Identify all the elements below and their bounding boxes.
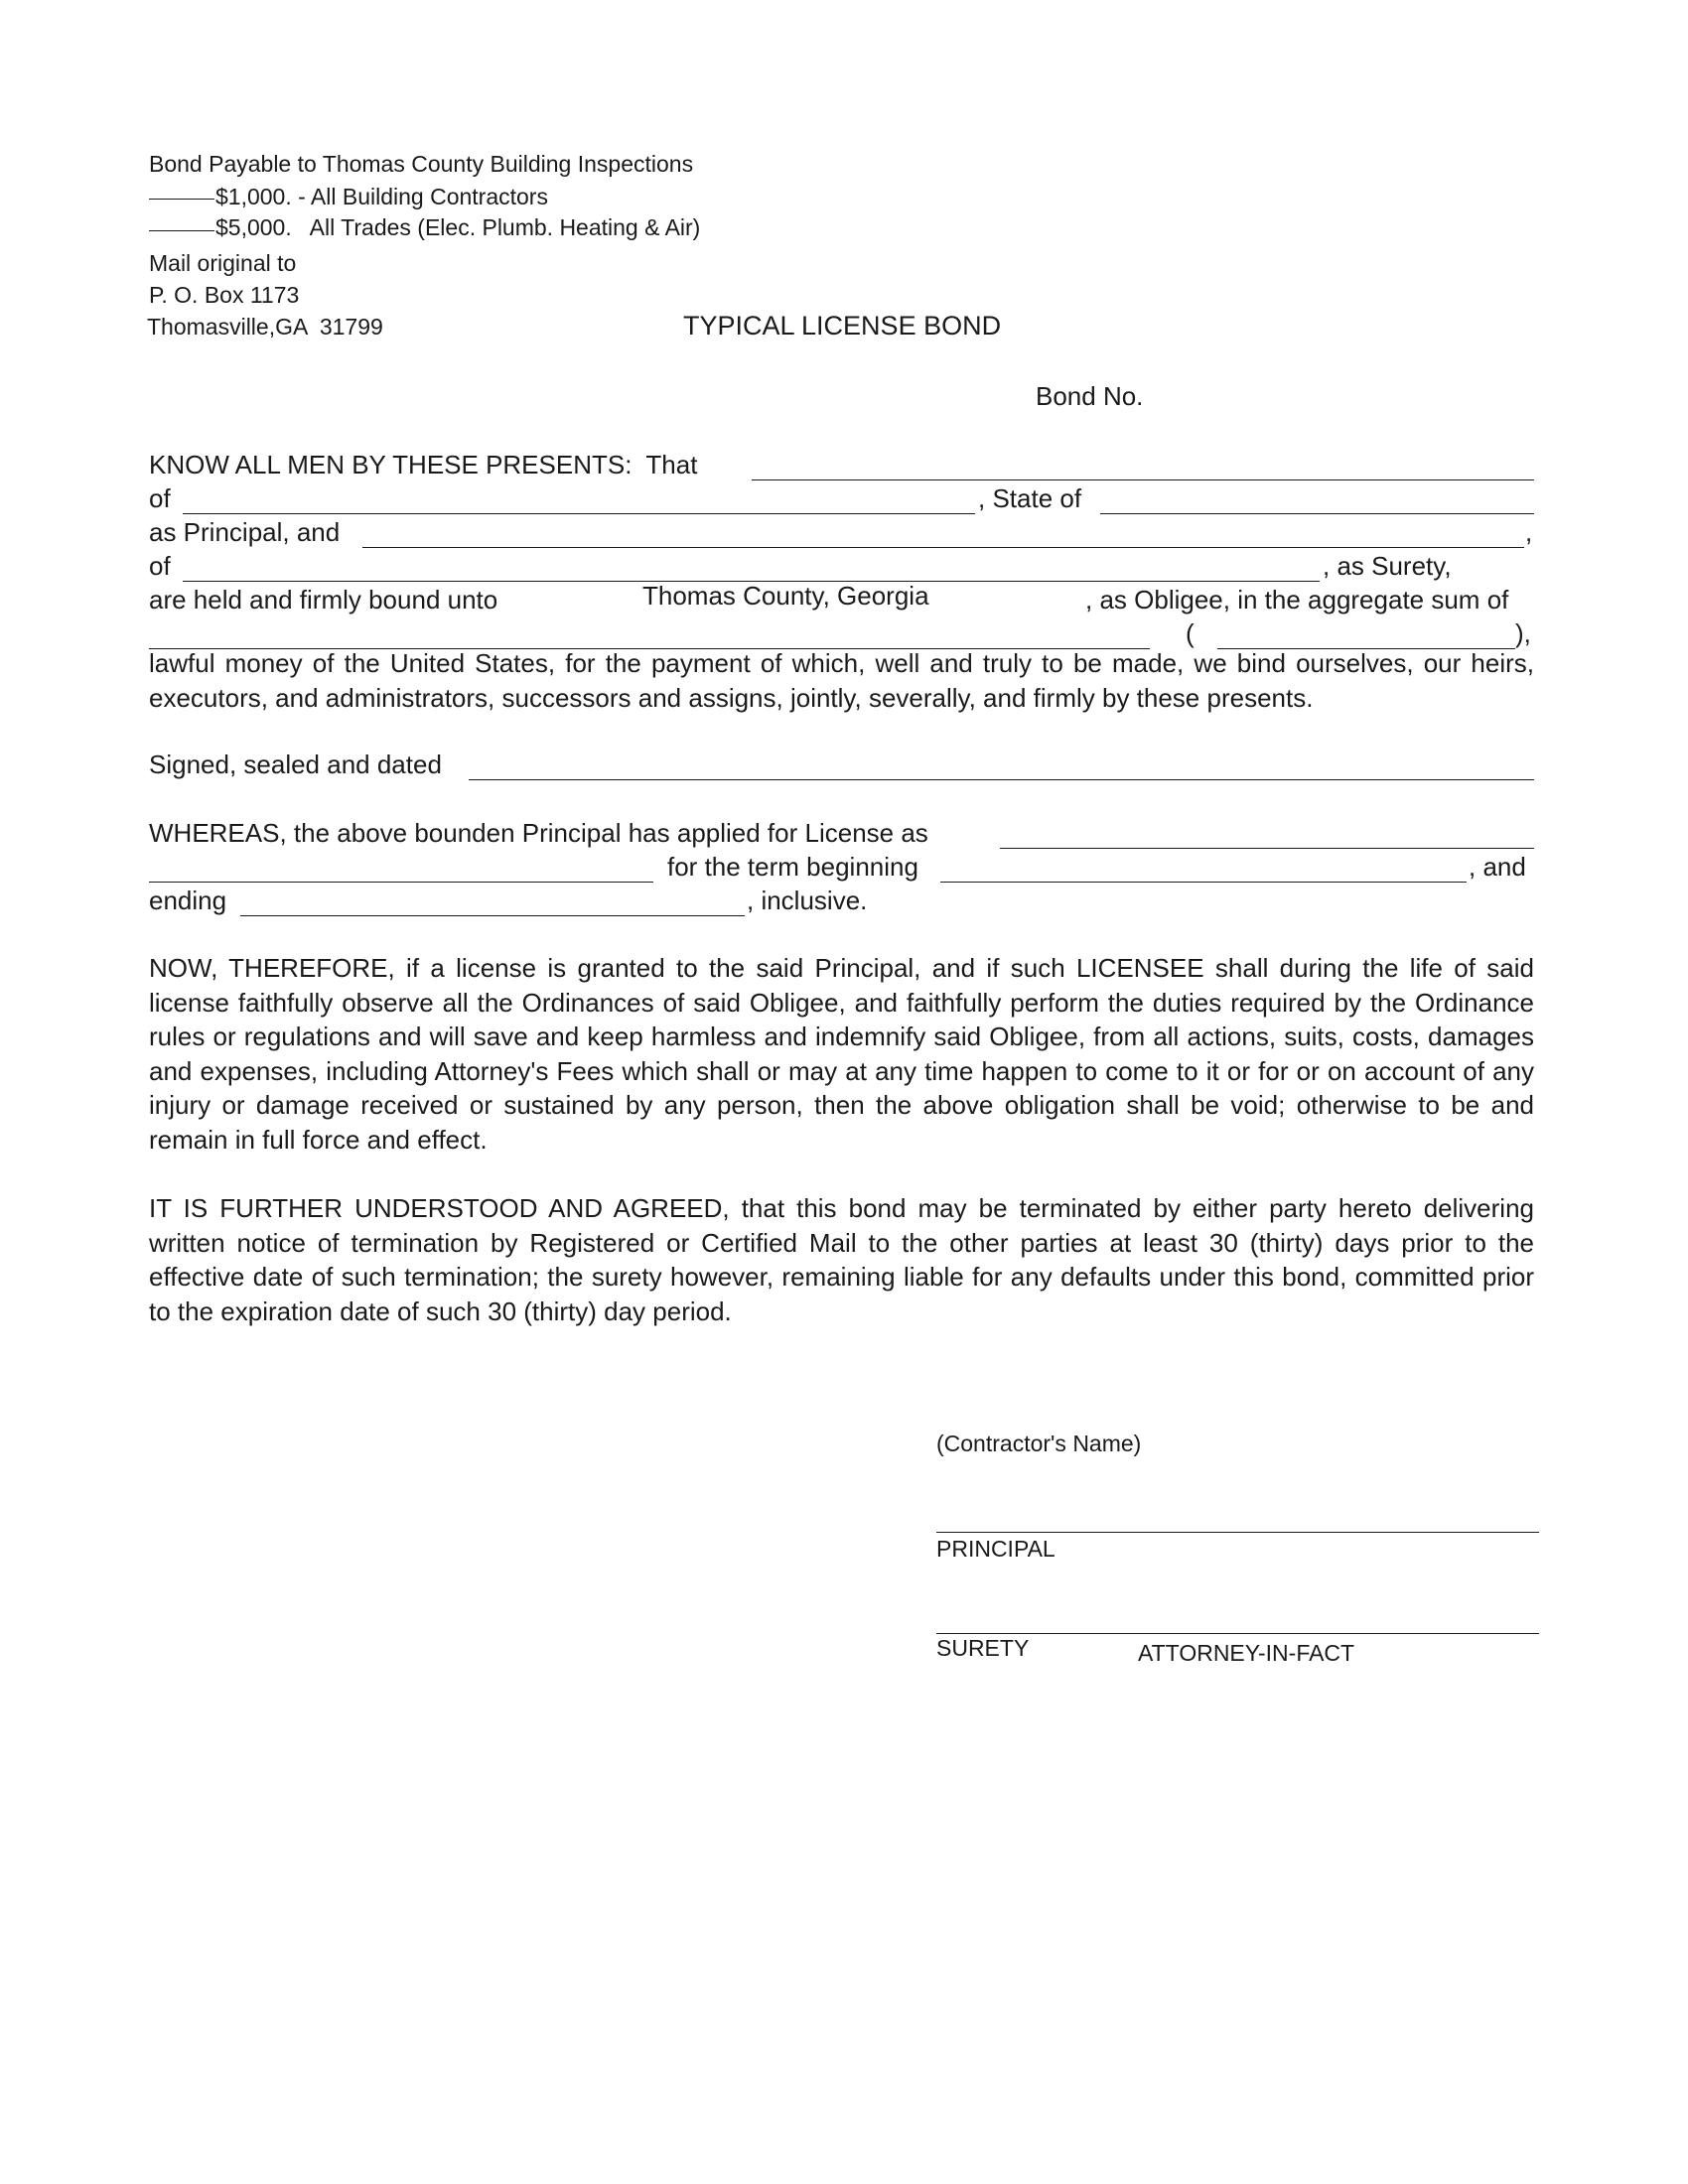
- as-principal-label: as Principal, and: [149, 517, 341, 547]
- as-obligee-text: , as Obligee, in the aggregate sum of: [1085, 585, 1509, 614]
- as-surety-label: , as Surety,: [1323, 551, 1452, 581]
- attorney-in-fact-label: ATTORNEY-IN-FACT: [1138, 1640, 1355, 1666]
- row-term: [149, 849, 1534, 883]
- contractor-name-label: (Contractor's Name): [936, 1431, 1142, 1456]
- inclusive-label: , inclusive.: [747, 886, 868, 915]
- surety-label: SURETY: [936, 1635, 1030, 1661]
- option2-text: $5,000. All Trades (Elec. Plumb. Heating & Air): [215, 214, 701, 240]
- lawful-money-paragraph: lawful money of the United States, for the payment of which, well and truly to be made, we bind ourselves, our heirs, executors, and administrators, successors and assigns, jointly, severally, and firmly by these presents.: [149, 648, 1534, 713]
- row-of-state: [149, 480, 1534, 514]
- now-therefore-paragraph: NOW, THEREFORE, if a license is granted to the said Principal, and if such LICENSEE shall during the life of said license faithfully observe all the Ordinances of said Obligee, and faithfully perform the duties required by the Ordinance rules or regulations and will save and keep harmless and indemnify said Obligee, from all actions, suits, costs, damages and expenses, including Attorney's Fees which shall or may at any time happen to come to it or for or on account of any injury or damage received or sustained by any person, then the above obligation shall be void; otherwise to be and remain in full force and effect.: [149, 953, 1534, 1155]
- mail-to-text: Mail original to: [149, 250, 297, 276]
- row-as-principal: [149, 514, 1534, 548]
- principal-signature-line[interactable]: [936, 1532, 1539, 1533]
- term-end-field[interactable]: [240, 915, 745, 916]
- option1-text: $1,000. - All Building Contractors: [215, 184, 548, 209]
- obligee-value: Thomas County, Georgia: [642, 581, 929, 611]
- signed-label: Signed, sealed and dated: [149, 750, 442, 779]
- surety-signature-line[interactable]: [936, 1633, 1539, 1634]
- bond-no-label: Bond No.: [1036, 381, 1144, 411]
- city-text: Thomasville,GA 31799: [147, 314, 383, 340]
- document-title: TYPICAL LICENSE BOND: [683, 311, 1002, 341]
- and-label: , and: [1469, 852, 1526, 882]
- state-of-label: , State of: [978, 483, 1082, 513]
- paren-open: (: [1186, 618, 1195, 648]
- row-signed: [149, 747, 1534, 780]
- row-obligee: [149, 582, 1534, 615]
- term-beginning-label: for the term beginning: [667, 852, 918, 882]
- po-box-text: P. O. Box 1173: [149, 282, 300, 308]
- row-ending: [149, 883, 1534, 916]
- row-whereas: [149, 815, 1534, 849]
- held-bound-text: are held and firmly bound unto: [149, 585, 498, 614]
- row-know-all: [149, 447, 1534, 480]
- comma-label: ,: [1525, 517, 1533, 547]
- whereas-text: WHEREAS, the above bounden Principal has applied for License as: [149, 818, 928, 848]
- option1-checkbox-line[interactable]: [149, 199, 214, 200]
- option2-checkbox-line[interactable]: [149, 230, 214, 231]
- signed-date-field[interactable]: [469, 779, 1534, 780]
- of-label-2: of: [149, 551, 171, 581]
- of-label-1: of: [149, 483, 171, 513]
- ending-label: ending: [149, 886, 227, 915]
- bond-payable-text: Bond Payable to Thomas County Building Inspections: [149, 151, 694, 177]
- row-sum: [149, 615, 1534, 649]
- know-all-text: KNOW ALL MEN BY THESE PRESENTS: That: [149, 450, 698, 479]
- row-of-surety: [149, 548, 1534, 582]
- principal-label: PRINCIPAL: [936, 1536, 1055, 1562]
- paren-close: ),: [1515, 618, 1531, 648]
- further-agreed-paragraph: IT IS FURTHER UNDERSTOOD AND AGREED, that this bond may be terminated by either party hereto delivering written notice of termination by Registered or Certified Mail to the other parties at least 30 (thirty) days prior to the effective date of such termination; the surety however, remaining liable for any defaults under this bond, committed prior to the expiration date of such 30 (thirty) day period.: [149, 1193, 1534, 1326]
